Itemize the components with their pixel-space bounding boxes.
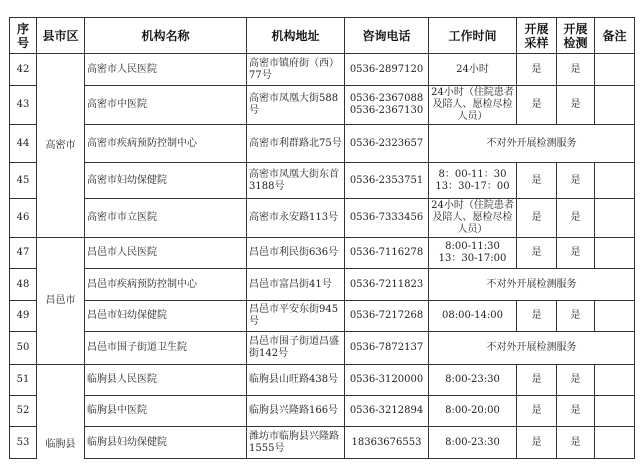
header-sampling: 开展 采样 bbox=[517, 18, 557, 54]
remark bbox=[595, 238, 635, 269]
remark bbox=[595, 396, 635, 427]
institution-address: 昌邑市富昌街41号 bbox=[247, 269, 345, 301]
phone-number: 0536-7211823 bbox=[345, 269, 429, 301]
working-hours: 24小时 bbox=[429, 54, 517, 86]
working-hours: 8：00-11：30 13：30-17：00 bbox=[429, 163, 517, 199]
institution-name: 昌邑市妇幼保健院 bbox=[85, 301, 247, 332]
county-cell: 昌邑市 bbox=[37, 238, 85, 365]
remark bbox=[595, 86, 635, 125]
testing-status: 是 bbox=[557, 238, 595, 269]
phone-number: 0536-2323657 bbox=[345, 125, 429, 163]
service-note: 不对外开展检测服务 bbox=[429, 125, 635, 163]
institution-name: 昌邑市人民医院 bbox=[85, 238, 247, 269]
phone-number: 0536-2367088 0536-2367130 bbox=[345, 86, 429, 125]
remark bbox=[595, 365, 635, 396]
table-row bbox=[10, 54, 635, 86]
institution-name: 高密市疾病预防控制中心 bbox=[85, 125, 247, 163]
sampling-status: 是 bbox=[517, 365, 557, 396]
row-number: 42 bbox=[10, 54, 37, 86]
phone-number: 0536-7333456 bbox=[345, 199, 429, 238]
row-number: 49 bbox=[10, 301, 37, 332]
table-row bbox=[10, 125, 635, 163]
phone-number: 0536-3120000 bbox=[345, 365, 429, 396]
table-row bbox=[10, 427, 635, 459]
row-number: 46 bbox=[10, 199, 37, 238]
testing-status: 是 bbox=[557, 365, 595, 396]
phone-number: 0536-7217268 bbox=[345, 301, 429, 332]
working-hours: 8:00-20:00 bbox=[429, 396, 517, 427]
institution-address: 高密市凤凰大街588号 bbox=[247, 86, 345, 125]
header-address: 机构地址 bbox=[247, 18, 345, 54]
row-number: 45 bbox=[10, 163, 37, 199]
sampling-status: 是 bbox=[517, 396, 557, 427]
phone-number: 0536-2897120 bbox=[345, 54, 429, 86]
table-row bbox=[10, 301, 635, 332]
sampling-status: 是 bbox=[517, 238, 557, 269]
working-hours: 8:00-23:30 bbox=[429, 427, 517, 459]
remark bbox=[595, 301, 635, 332]
testing-status: 是 bbox=[557, 199, 595, 238]
testing-status: 是 bbox=[557, 86, 595, 125]
header-remark: 备注 bbox=[595, 18, 635, 54]
phone-number: 0536-7872137 bbox=[345, 332, 429, 365]
table-row bbox=[10, 332, 635, 365]
table-row bbox=[10, 269, 635, 301]
testing-institutions-table bbox=[9, 17, 635, 459]
institution-name: 临朐县人民医院 bbox=[85, 365, 247, 396]
remark bbox=[595, 54, 635, 86]
working-hours: 08:00-14:00 bbox=[429, 301, 517, 332]
institution-name: 临朐县中医院 bbox=[85, 396, 247, 427]
testing-status: 是 bbox=[557, 301, 595, 332]
institution-address: 临朐县山旺路438号 bbox=[247, 365, 345, 396]
sampling-status: 是 bbox=[517, 301, 557, 332]
sampling-status: 是 bbox=[517, 54, 557, 86]
county-cell: 临朐县 bbox=[37, 365, 85, 459]
row-number: 51 bbox=[10, 365, 37, 396]
testing-status: 是 bbox=[557, 427, 595, 459]
header-row bbox=[10, 18, 635, 54]
working-hours: 8:00-23:30 bbox=[429, 365, 517, 396]
service-note: 不对外开展检测服务 bbox=[429, 269, 635, 301]
table-row bbox=[10, 86, 635, 125]
phone-number: 0536-3212894 bbox=[345, 396, 429, 427]
sampling-status: 是 bbox=[517, 163, 557, 199]
institution-name: 高密市市立医院 bbox=[85, 199, 247, 238]
sampling-status: 是 bbox=[517, 427, 557, 459]
phone-number: 0536-7116278 bbox=[345, 238, 429, 269]
table-row bbox=[10, 238, 635, 269]
institution-address: 高密市镇府街（西）77号 bbox=[247, 54, 345, 86]
header-name: 机构名称 bbox=[85, 18, 247, 54]
institution-address: 昌邑市利民街636号 bbox=[247, 238, 345, 269]
table-row bbox=[10, 163, 635, 199]
phone-number: 18363676553 bbox=[345, 427, 429, 459]
table-row bbox=[10, 199, 635, 238]
testing-status: 是 bbox=[557, 396, 595, 427]
sampling-status: 是 bbox=[517, 199, 557, 238]
row-number: 50 bbox=[10, 332, 37, 365]
institution-address: 昌邑市平安东街945号 bbox=[247, 301, 345, 332]
table-row bbox=[10, 365, 635, 396]
phone-number: 0536-2353751 bbox=[345, 163, 429, 199]
row-number: 52 bbox=[10, 396, 37, 427]
institution-address: 昌邑市围子街道昌盛街142号 bbox=[247, 332, 345, 365]
service-note: 不对外开展检测服务 bbox=[429, 332, 635, 365]
testing-status: 是 bbox=[557, 163, 595, 199]
remark bbox=[595, 163, 635, 199]
row-number: 53 bbox=[10, 427, 37, 459]
table-row bbox=[10, 396, 635, 427]
header-county: 县市区 bbox=[37, 18, 85, 54]
institution-address: 高密市永安路113号 bbox=[247, 199, 345, 238]
header-phone: 咨询电话 bbox=[345, 18, 429, 54]
row-number: 43 bbox=[10, 86, 37, 125]
institution-address: 高密市利群路北75号 bbox=[247, 125, 345, 163]
row-number: 48 bbox=[10, 269, 37, 301]
header-no: 序 号 bbox=[10, 18, 37, 54]
row-number: 44 bbox=[10, 125, 37, 163]
institution-name: 高密市人民医院 bbox=[85, 54, 247, 86]
testing-status: 是 bbox=[557, 54, 595, 86]
institution-name: 临朐县妇幼保健院 bbox=[85, 427, 247, 459]
sampling-status: 是 bbox=[517, 86, 557, 125]
header-testing: 开展 检测 bbox=[557, 18, 595, 54]
working-hours: 24小时（住院患者及陪人、愿检尽检人员） bbox=[429, 199, 517, 238]
remark bbox=[595, 427, 635, 459]
institution-name: 昌邑市疾病预防控制中心 bbox=[85, 269, 247, 301]
remark bbox=[595, 199, 635, 238]
institution-name: 高密市妇幼保健院 bbox=[85, 163, 247, 199]
institution-address: 高密市凤凰大街东首3188号 bbox=[247, 163, 345, 199]
county-cell: 高密市 bbox=[37, 54, 85, 238]
institution-name: 高密市中医院 bbox=[85, 86, 247, 125]
row-number: 47 bbox=[10, 238, 37, 269]
institution-address: 临朐县兴隆路166号 bbox=[247, 396, 345, 427]
header-hours: 工作时间 bbox=[429, 18, 517, 54]
working-hours: 8:00-11:30 13：30-17:00 bbox=[429, 238, 517, 269]
institution-address: 潍坊市临朐县兴隆路1555号 bbox=[247, 427, 345, 459]
working-hours: 24小时（住院患者及陪人、愿检尽检人员） bbox=[429, 86, 517, 125]
institution-name: 昌邑市围子街道卫生院 bbox=[85, 332, 247, 365]
